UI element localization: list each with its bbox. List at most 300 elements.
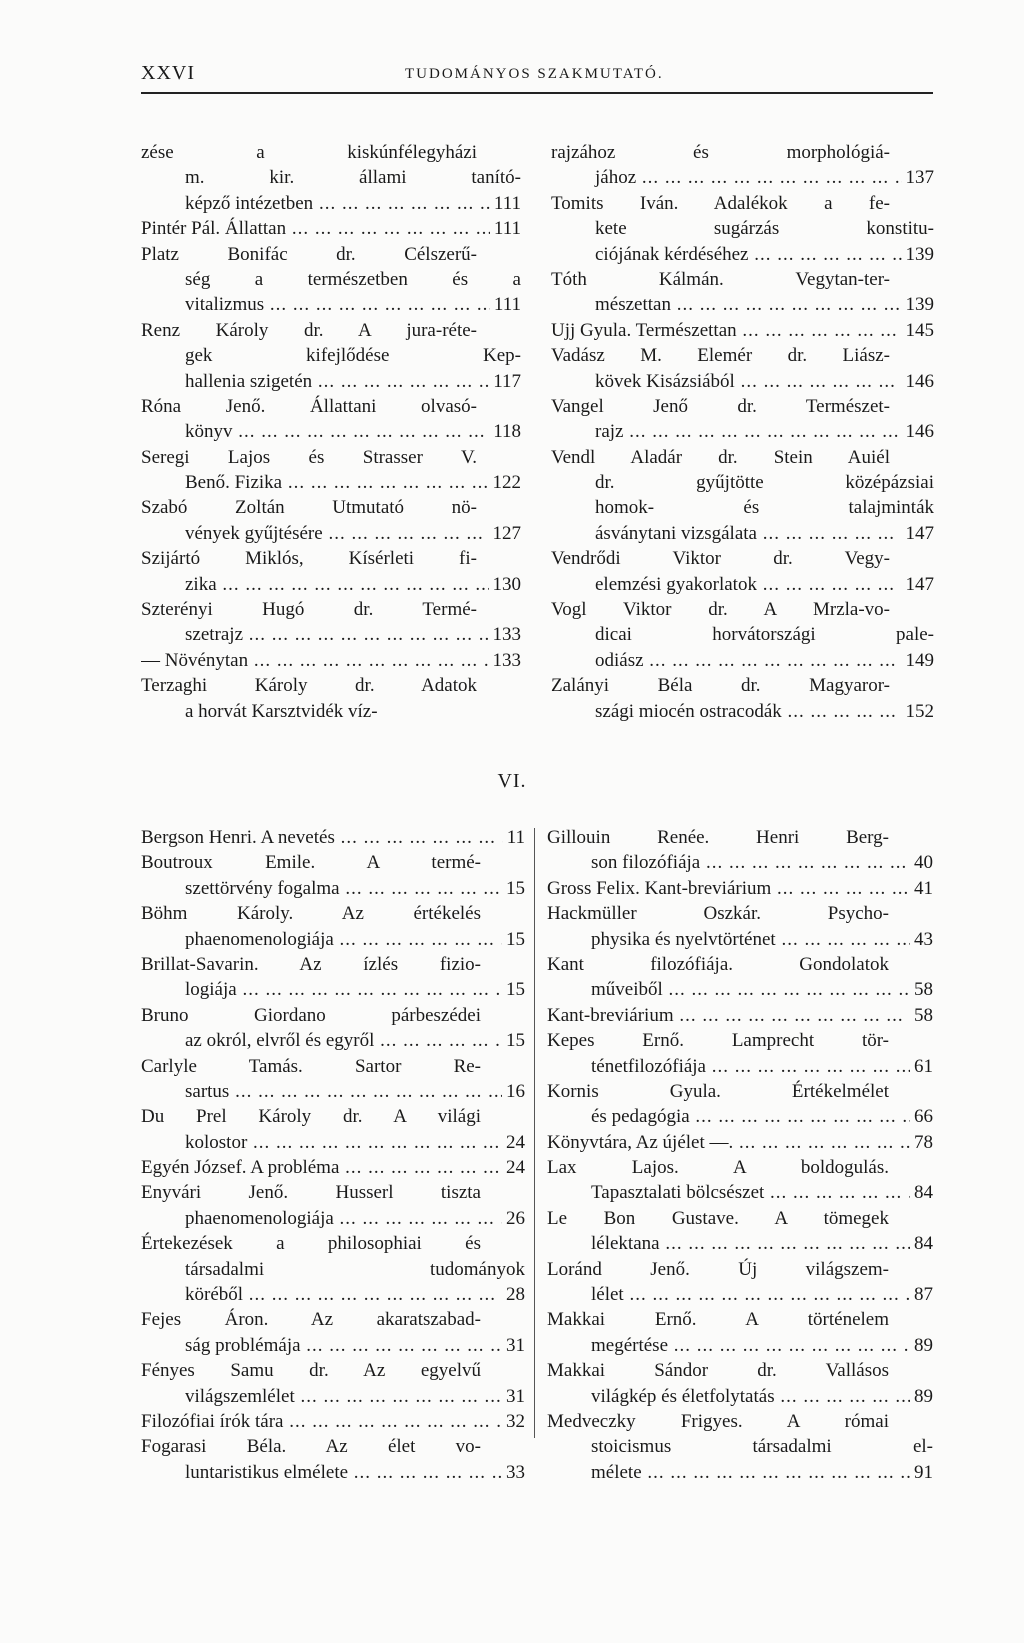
entry-text: Vendl Aladár dr. Stein Auiél bbox=[551, 446, 890, 468]
index-entry bbox=[551, 140, 934, 191]
entry-text: Carlyle Tamás. Sartor Re- bbox=[141, 1055, 481, 1077]
page-number: XXVI bbox=[141, 62, 195, 84]
index-entry bbox=[551, 318, 934, 343]
index-entry bbox=[551, 394, 934, 445]
entry-line bbox=[547, 1257, 933, 1282]
entry-line bbox=[141, 267, 521, 292]
page-ref: 91 bbox=[910, 1460, 933, 1485]
entry-line bbox=[141, 597, 521, 622]
entry-line bbox=[141, 546, 521, 571]
index-entry bbox=[547, 952, 933, 1003]
entry-line bbox=[547, 876, 933, 901]
entry-text: Seregi Lajos és Strasser V. bbox=[141, 446, 477, 468]
entry-line bbox=[141, 1206, 525, 1231]
entry-line bbox=[141, 1384, 525, 1409]
index-entry bbox=[141, 1180, 525, 1231]
entry-line bbox=[141, 1434, 525, 1459]
entry-text: képző intézetben ... . bbox=[141, 191, 521, 216]
entry-text: műveiből ... . bbox=[547, 977, 933, 1002]
entry-line bbox=[547, 927, 933, 952]
page-ref: 118 bbox=[489, 419, 521, 444]
entry-text: köréből ... . bbox=[141, 1282, 525, 1307]
entry-line bbox=[547, 1333, 933, 1358]
index-entry bbox=[141, 140, 521, 216]
index-entry bbox=[141, 1434, 525, 1485]
entry-text: phaenomenologiája ... . bbox=[141, 927, 525, 952]
entry-text: világszemlélet ... . bbox=[141, 1384, 525, 1409]
index-column-left bbox=[141, 140, 521, 724]
entry-text: ság problémája ... . bbox=[141, 1333, 525, 1358]
entry-line bbox=[141, 648, 521, 673]
entry-line bbox=[141, 876, 525, 901]
entry-text: kövek Kisázsiából ... . bbox=[551, 369, 934, 394]
entry-text: és pedagógia ... . bbox=[547, 1104, 933, 1129]
index-entry bbox=[141, 1104, 525, 1155]
entry-text: lélektana ... . bbox=[547, 1231, 933, 1256]
entry-text: m. kir. állami tanító- bbox=[185, 167, 521, 189]
entry-text: Le Bon Gustave. A tömegek bbox=[547, 1207, 889, 1229]
entry-text: Fejes Áron. Az akaratszabad- bbox=[141, 1309, 481, 1331]
entry-line bbox=[141, 369, 521, 394]
entry-text: Makkai Sándor dr. Vallásos bbox=[547, 1360, 889, 1382]
index-entry bbox=[547, 1257, 933, 1308]
entry-text: Szabó Zoltán Utmutató nö- bbox=[141, 497, 477, 519]
page-ref: 16 bbox=[502, 1079, 525, 1104]
entry-line bbox=[551, 343, 934, 368]
entry-text: — Növénytan ... . bbox=[141, 648, 521, 673]
entry-text: világkép és életfolytatás ... . bbox=[547, 1384, 933, 1409]
entry-line bbox=[551, 419, 934, 444]
entry-line bbox=[551, 673, 934, 698]
page-ref: 40 bbox=[910, 850, 933, 875]
page-ref: 130 bbox=[489, 572, 522, 597]
entry-text: rajz ... . bbox=[551, 419, 934, 444]
entry-text: vitalizmus ... . bbox=[141, 292, 521, 317]
entry-text: Lax Lajos. A boldogulás. bbox=[547, 1157, 889, 1179]
entry-line bbox=[141, 521, 521, 546]
page-ref: 15 bbox=[502, 1028, 525, 1053]
entry-text: logiája ... . bbox=[141, 977, 525, 1002]
section-title: VI. bbox=[497, 770, 527, 792]
index-entry bbox=[141, 546, 521, 597]
entry-text: zése a kiskúnfélegyházi bbox=[141, 142, 477, 163]
index-entry bbox=[141, 1155, 525, 1180]
index-entry bbox=[141, 1409, 525, 1434]
entry-line bbox=[141, 343, 521, 368]
index-column-right bbox=[551, 140, 934, 724]
page-ref: 26 bbox=[502, 1206, 525, 1231]
entry-line bbox=[141, 622, 521, 647]
page-ref: 31 bbox=[502, 1333, 525, 1358]
index-entry bbox=[547, 1155, 933, 1206]
entry-text: Tóth Kálmán. Vegytan-ter- bbox=[551, 268, 890, 290]
entry-text: szettörvény fogalma ... . bbox=[141, 876, 525, 901]
page-ref: 147 bbox=[902, 521, 935, 546]
entry-text: son filozófiája ... . bbox=[547, 850, 933, 875]
page-ref: 89 bbox=[910, 1333, 933, 1358]
index-entry bbox=[547, 1206, 933, 1257]
entry-text: Tapasztalati bölcsészet ... . bbox=[547, 1180, 933, 1205]
entry-text: Loránd Jenő. Új világszem- bbox=[547, 1258, 889, 1280]
index-entry bbox=[141, 318, 521, 394]
entry-line bbox=[551, 445, 934, 470]
page-ref: 146 bbox=[902, 369, 935, 394]
page-ref: 15 bbox=[502, 977, 525, 1002]
entry-text: hallenia szigetén ... . bbox=[141, 369, 521, 394]
page-ref: 111 bbox=[490, 292, 521, 317]
entry-text: dicai horvátországi pale- bbox=[595, 624, 934, 646]
entry-text: szetrajz ... . bbox=[141, 622, 521, 647]
entry-text: Kornis Gyula. Értékelmélet bbox=[547, 1080, 889, 1102]
entry-line bbox=[547, 1409, 933, 1434]
page-ref: 24 bbox=[502, 1155, 525, 1180]
entry-line bbox=[141, 216, 521, 241]
entry-text: Fényes Samu dr. Az egyelvű bbox=[141, 1360, 481, 1382]
entry-line bbox=[141, 1104, 525, 1129]
entry-text: Bergson Henri. A nevetés ... . bbox=[141, 825, 525, 850]
entry-line bbox=[551, 597, 934, 622]
entry-line bbox=[141, 1180, 525, 1205]
header-rule bbox=[141, 92, 933, 94]
entry-text: szági miocén ostracodák ... . bbox=[551, 699, 934, 724]
entry-line bbox=[141, 1358, 525, 1383]
page-ref: 84 bbox=[910, 1231, 933, 1256]
index-entry bbox=[547, 1079, 933, 1130]
entry-line bbox=[141, 952, 525, 977]
index-entry bbox=[551, 343, 934, 394]
entry-line bbox=[141, 1130, 525, 1155]
entry-line bbox=[547, 1231, 933, 1256]
page-ref: 11 bbox=[503, 825, 525, 850]
index-entry bbox=[141, 242, 521, 318]
index-entry bbox=[547, 1358, 933, 1409]
index-entry bbox=[547, 901, 933, 952]
entry-text: ásványtani vizsgálata ... . bbox=[551, 521, 934, 546]
entry-text: Ujj Gyula. Természettan ... . bbox=[551, 318, 934, 343]
entry-text: Benő. Fizika ... . bbox=[141, 470, 521, 495]
entry-line bbox=[141, 673, 521, 698]
entry-line bbox=[141, 850, 525, 875]
entry-line bbox=[551, 622, 934, 647]
entry-text: Fogarasi Béla. Az élet vo- bbox=[141, 1436, 481, 1458]
entry-line bbox=[141, 1257, 525, 1282]
entry-text: Filozófiai írók tára ... . bbox=[141, 1409, 525, 1434]
index-entry bbox=[141, 394, 521, 445]
page-ref: 133 bbox=[489, 622, 522, 647]
index-entry bbox=[141, 1003, 525, 1054]
page-ref: 152 bbox=[902, 699, 935, 724]
entry-text: Tomits Iván. Adalékok a fe- bbox=[551, 192, 890, 214]
entry-line bbox=[547, 1358, 933, 1383]
column-divider bbox=[534, 828, 535, 1438]
entry-line bbox=[141, 825, 525, 850]
entry-text: ténetfilozófiája ... . bbox=[547, 1054, 933, 1079]
entry-line bbox=[547, 977, 933, 1002]
page-header bbox=[141, 62, 933, 88]
page-ref: 61 bbox=[910, 1054, 933, 1079]
page-ref: 89 bbox=[910, 1384, 933, 1409]
index-entry bbox=[551, 191, 934, 267]
entry-text: Gross Felix. Kant-breviárium ... . bbox=[547, 876, 933, 901]
index-entry bbox=[141, 216, 521, 241]
entry-line bbox=[141, 1054, 525, 1079]
entry-text: a horvát Karsztvidék víz- bbox=[185, 700, 378, 722]
entry-line bbox=[141, 318, 521, 343]
entry-line bbox=[547, 1003, 933, 1028]
entry-line bbox=[141, 242, 521, 267]
entry-text: Róna Jenő. Állattani olvasó- bbox=[141, 395, 477, 417]
entry-line bbox=[547, 1384, 933, 1409]
entry-text: ség a természetben és a bbox=[185, 268, 521, 290]
index-entry bbox=[141, 1307, 525, 1358]
entry-text: homok- és talajminták bbox=[595, 497, 934, 519]
entry-text: luntaristikus elmélete ... . bbox=[141, 1460, 525, 1485]
page-ref: 32 bbox=[502, 1409, 525, 1434]
entry-line bbox=[141, 1409, 525, 1434]
index-entry bbox=[547, 1409, 933, 1485]
page-ref: 15 bbox=[502, 927, 525, 952]
entry-text: Vendrődi Viktor dr. Vegy- bbox=[551, 548, 890, 570]
entry-text: társadalmi tudományok bbox=[185, 1258, 525, 1280]
entry-text: jához ... . bbox=[551, 165, 934, 190]
entry-text: Kant filozófiája. Gondolatok bbox=[547, 953, 889, 975]
entry-text: az okról, elvről és egyről ... . bbox=[141, 1028, 525, 1053]
index-entry bbox=[141, 648, 521, 673]
entry-line bbox=[551, 369, 934, 394]
entry-text: Makkai Ernő. A történelem bbox=[547, 1309, 889, 1331]
index-entry bbox=[141, 825, 525, 850]
index-entry bbox=[141, 445, 521, 496]
entry-text: Vogl Viktor dr. A Mrzla-vo- bbox=[551, 599, 890, 621]
index-entry bbox=[141, 952, 525, 1003]
entry-text: Könyvtára, Az újélet —. ... . bbox=[547, 1130, 933, 1155]
entry-line bbox=[551, 470, 934, 495]
index-entry bbox=[551, 673, 934, 724]
entry-line bbox=[141, 1231, 525, 1256]
index-column-left bbox=[141, 825, 525, 1485]
page-ref: 15 bbox=[502, 876, 525, 901]
entry-text: odiász ... . bbox=[551, 648, 934, 673]
entry-line bbox=[141, 1155, 525, 1180]
entry-text: Hackmüller Oszkár. Psycho- bbox=[547, 903, 889, 925]
entry-line bbox=[551, 394, 934, 419]
entry-line bbox=[551, 191, 934, 216]
index-entry bbox=[551, 546, 934, 597]
entry-line bbox=[547, 1180, 933, 1205]
entry-text: Böhm Károly. Az értékelés bbox=[141, 903, 481, 925]
entry-text: Kepes Ernő. Lamprecht tör- bbox=[547, 1030, 889, 1052]
page-ref: 33 bbox=[502, 1460, 525, 1485]
entry-line bbox=[141, 292, 521, 317]
entry-text: Gillouin Renée. Henri Berg- bbox=[547, 827, 889, 848]
index-column-right bbox=[547, 825, 933, 1485]
entry-line bbox=[551, 292, 934, 317]
page-ref: 149 bbox=[902, 648, 935, 673]
page-ref: 41 bbox=[910, 876, 933, 901]
entry-line bbox=[547, 850, 933, 875]
entry-line bbox=[141, 394, 521, 419]
entry-line bbox=[551, 521, 934, 546]
entry-text: dr. gyűjtötte középázsiai bbox=[595, 472, 934, 494]
entry-text: Zalányi Béla dr. Magyaror- bbox=[551, 675, 890, 697]
entry-line bbox=[141, 572, 521, 597]
index-entry bbox=[551, 445, 934, 547]
entry-line bbox=[551, 267, 934, 292]
entry-text: vények gyűjtésére ... . bbox=[141, 521, 521, 546]
index-entry bbox=[547, 1307, 933, 1358]
entry-text: Pintér Pál. Állattan ... . bbox=[141, 216, 521, 241]
entry-line bbox=[551, 699, 934, 724]
entry-line bbox=[547, 1079, 933, 1104]
entry-line bbox=[141, 901, 525, 926]
entry-text: Vangel Jenő dr. Természet- bbox=[551, 395, 890, 417]
entry-text: Platz Bonifác dr. Célszerű- bbox=[141, 243, 477, 265]
entry-text: Értekezések a philosophiai és bbox=[141, 1233, 481, 1255]
entry-text: Renz Károly dr. A jura-réte- bbox=[141, 319, 477, 341]
entry-text: Kant-breviárium ... . bbox=[547, 1003, 933, 1028]
entry-line bbox=[551, 648, 934, 673]
entry-line bbox=[551, 242, 934, 267]
entry-line bbox=[141, 1282, 525, 1307]
entry-line bbox=[551, 216, 934, 241]
entry-line bbox=[551, 165, 934, 190]
entry-text: Brillat-Savarin. Az ízlés fizio- bbox=[141, 953, 481, 975]
entry-line bbox=[141, 445, 521, 470]
entry-text: gek kifejlődése Kep- bbox=[185, 345, 521, 367]
index-entry bbox=[141, 495, 521, 546]
page-ref: 78 bbox=[910, 1130, 933, 1155]
entry-text: Medveczky Frigyes. A római bbox=[547, 1410, 889, 1432]
index-entry bbox=[141, 850, 525, 901]
entry-line bbox=[547, 1104, 933, 1129]
page-ref: 58 bbox=[910, 977, 933, 1002]
index-entry bbox=[551, 267, 934, 318]
entry-text: zika ... . bbox=[141, 572, 521, 597]
index-entry bbox=[547, 825, 933, 876]
entry-text: kolostor ... . bbox=[141, 1130, 525, 1155]
entry-line bbox=[551, 140, 934, 165]
page-ref: 133 bbox=[489, 648, 522, 673]
entry-line bbox=[551, 318, 934, 343]
entry-text: kete sugárzás konstitu- bbox=[595, 218, 934, 240]
index-entry bbox=[547, 876, 933, 901]
page-ref: 28 bbox=[502, 1282, 525, 1307]
entry-line bbox=[141, 699, 521, 724]
entry-line bbox=[547, 952, 933, 977]
page-ref: 117 bbox=[489, 369, 521, 394]
index-entry bbox=[141, 597, 521, 648]
index-entry bbox=[551, 597, 934, 673]
entry-text: ciójának kérdéséhez ... . bbox=[551, 242, 934, 267]
entry-line bbox=[551, 546, 934, 571]
entry-line bbox=[141, 1307, 525, 1332]
entry-line bbox=[547, 1028, 933, 1053]
entry-line bbox=[141, 495, 521, 520]
page-ref: 87 bbox=[910, 1282, 933, 1307]
entry-text: mészettan ... . bbox=[551, 292, 934, 317]
page-ref: 122 bbox=[489, 470, 522, 495]
entry-text: Egyén József. A probléma ... . bbox=[141, 1155, 525, 1180]
page-ref: 66 bbox=[910, 1104, 933, 1129]
page-ref: 139 bbox=[902, 292, 935, 317]
index-entry bbox=[547, 1003, 933, 1028]
entry-line bbox=[141, 1460, 525, 1485]
page-ref: 84 bbox=[910, 1180, 933, 1205]
entry-text: rajzához és morphológiá- bbox=[551, 142, 890, 163]
entry-line bbox=[547, 825, 933, 850]
entry-text: Bruno Giordano párbeszédei bbox=[141, 1004, 481, 1026]
entry-line bbox=[141, 165, 521, 190]
entry-line bbox=[141, 977, 525, 1002]
entry-text: Du Prel Károly dr. A világi bbox=[141, 1106, 481, 1128]
entry-line bbox=[547, 901, 933, 926]
index-entry bbox=[547, 1130, 933, 1155]
index-entry bbox=[547, 1028, 933, 1079]
entry-line bbox=[141, 191, 521, 216]
page-ref: 31 bbox=[502, 1384, 525, 1409]
entry-line bbox=[551, 495, 934, 520]
entry-text: physika és nyelvtörténet ... . bbox=[547, 927, 933, 952]
page-ref: 58 bbox=[910, 1003, 933, 1028]
page-ref: 137 bbox=[902, 165, 935, 190]
entry-text: sartus ... . bbox=[141, 1079, 525, 1104]
entry-line bbox=[547, 1307, 933, 1332]
page-ref: 111 bbox=[490, 216, 521, 241]
running-title: TUDOMÁNYOS SZAKMUTATÓ. bbox=[405, 66, 664, 82]
page-ref: 147 bbox=[902, 572, 935, 597]
entry-line bbox=[547, 1282, 933, 1307]
entry-line bbox=[547, 1434, 933, 1459]
index-entry bbox=[141, 901, 525, 952]
entry-text: stoicismus társadalmi el- bbox=[591, 1436, 933, 1458]
index-entry bbox=[141, 1054, 525, 1105]
entry-line bbox=[141, 1333, 525, 1358]
page-ref: 146 bbox=[902, 419, 935, 444]
entry-line bbox=[141, 1028, 525, 1053]
entry-line bbox=[547, 1130, 933, 1155]
entry-line bbox=[547, 1460, 933, 1485]
entry-line bbox=[547, 1206, 933, 1231]
entry-text: elemzési gyakorlatok ... . bbox=[551, 572, 934, 597]
entry-text: Szijártó Miklós, Kísérleti fi- bbox=[141, 548, 477, 570]
entry-text: Enyvári Jenő. Husserl tiszta bbox=[141, 1182, 481, 1204]
page-ref: 111 bbox=[490, 191, 521, 216]
entry-text: Terzaghi Károly dr. Adatok bbox=[141, 675, 477, 697]
entry-text: Szterényi Hugó dr. Termé- bbox=[141, 599, 477, 621]
entry-line bbox=[141, 927, 525, 952]
entry-line bbox=[141, 419, 521, 444]
entry-line bbox=[141, 140, 521, 165]
index-entry bbox=[141, 1358, 525, 1409]
entry-text: mélete ... . bbox=[547, 1460, 933, 1485]
index-entry bbox=[141, 673, 521, 724]
entry-text: Boutroux Emile. A termé- bbox=[141, 852, 481, 874]
page-ref: 127 bbox=[489, 521, 522, 546]
entry-text: könyv ... . bbox=[141, 419, 521, 444]
entry-text: megértése ... . bbox=[547, 1333, 933, 1358]
entry-line bbox=[141, 470, 521, 495]
entry-line bbox=[547, 1054, 933, 1079]
entry-text: lélet ... . bbox=[547, 1282, 933, 1307]
entry-line bbox=[141, 1079, 525, 1104]
page-ref: 139 bbox=[902, 242, 935, 267]
page-ref: 145 bbox=[902, 318, 935, 343]
page-ref: 43 bbox=[910, 927, 933, 952]
entry-text: Vadász M. Elemér dr. Liász- bbox=[551, 345, 890, 367]
page-ref: 24 bbox=[502, 1130, 525, 1155]
index-entry bbox=[141, 1231, 525, 1307]
entry-line bbox=[141, 1003, 525, 1028]
